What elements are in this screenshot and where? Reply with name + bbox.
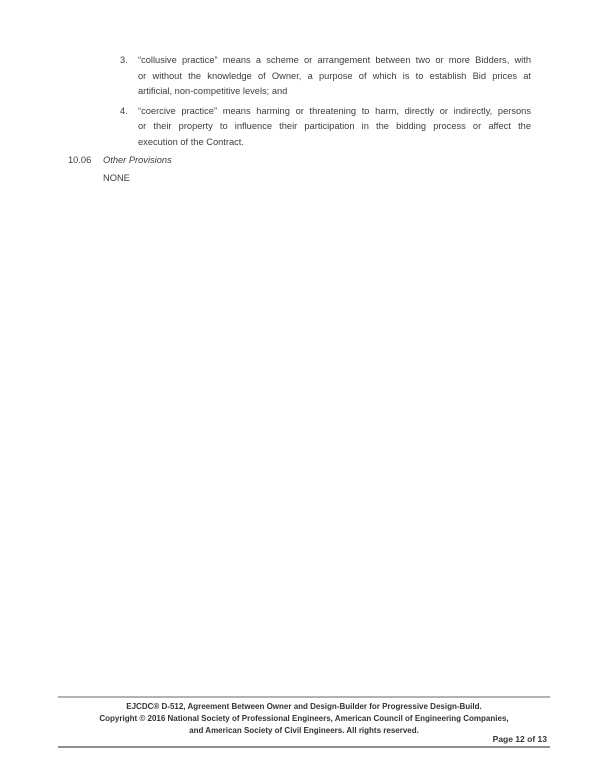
footer-copyright-line: and American Society of Civil Engineers. All rights reserved. [189, 726, 419, 735]
footer-copyright-line: Copyright © 2016 National Society of Professional Engineers, American Council of Engineering Companies, [99, 714, 509, 723]
footer-bottom-rule [58, 746, 550, 748]
paragraph-line: “coercive practice” means harming or threatening to harm, directly or indirectly, persons [138, 105, 531, 116]
paragraph-line: artificial, non-competitive levels; and [138, 86, 288, 96]
footer-copyright [58, 701, 550, 737]
section-heading [68, 153, 600, 169]
none-text: NONE [103, 173, 130, 183]
paragraph-line: or their property to influence their participation in the bidding process or affect the [138, 121, 531, 131]
paragraph-line: execution of the Contract. [138, 136, 244, 147]
list-item [120, 53, 531, 100]
paragraph-line: or without the knowledge of Owner, a purpose of which is to establish Bid prices at [138, 70, 531, 81]
document-body [0, 53, 600, 187]
list-item-text [138, 104, 531, 151]
footer-top-rule [58, 696, 550, 698]
list-item-number: 4. [120, 105, 128, 116]
page-number: Page 12 of 13 [492, 734, 547, 744]
list-item-text [138, 53, 531, 100]
list-item-number: 3. [120, 55, 128, 65]
section-number: 10.06 [68, 155, 92, 165]
section-title: Other Provisions [103, 155, 172, 165]
paragraph-line: “collusive practice” means a scheme or arrangement between two or more Bidders, with [138, 55, 531, 65]
footer-copyright-line: EJCDC® D-512, Agreement Between Owner and Design-Builder for Progressive Design-Build. [126, 702, 482, 711]
list-item [120, 104, 531, 151]
